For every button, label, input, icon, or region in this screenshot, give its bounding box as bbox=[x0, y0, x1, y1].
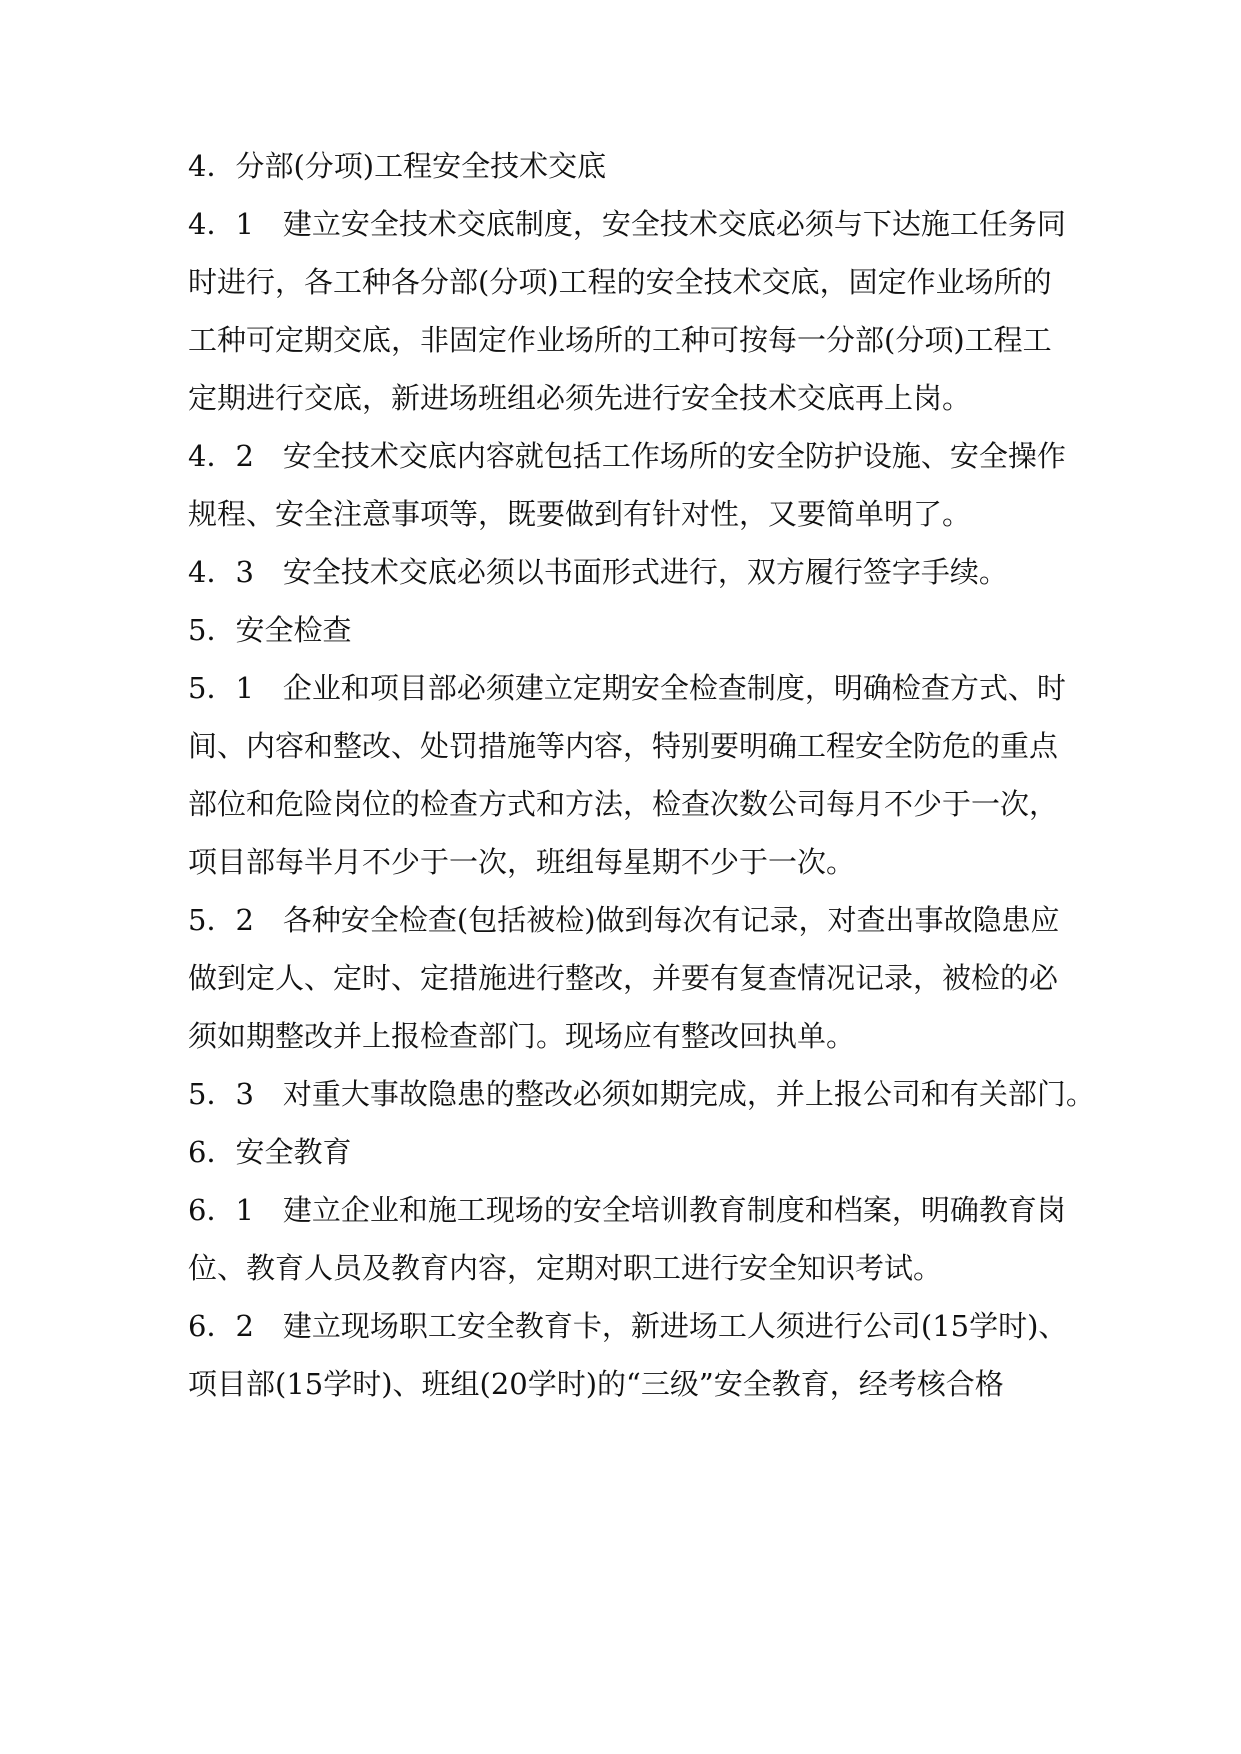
section-heading-6: 6．安全教育 bbox=[188, 1135, 352, 1169]
paragraph-line: 4．1 建立安全技术交底制度，安全技术交底必须与下达施工任务同 bbox=[188, 207, 1066, 241]
paragraph-line: 规程、安全注意事项等，既要做到有针对性，又要简单明了。 bbox=[188, 497, 972, 531]
paragraph-line: 项目部(15学时)、班组(20学时)的“三级”安全教育，经考核合格 bbox=[188, 1367, 1004, 1401]
paragraph-line: 工种可定期交底，非固定作业场所的工种可按每一分部(分项)工程工 bbox=[188, 323, 1052, 357]
paragraph-line: 4．3 安全技术交底必须以书面形式进行，双方履行签字手续。 bbox=[188, 555, 1008, 589]
paragraph-line: 5．3 对重大事故隐患的整改必须如期完成，并上报公司和有关部门。 bbox=[188, 1077, 1095, 1111]
paragraph-line: 5．2 各种安全检查(包括被检)做到每次有记录，对查出事故隐患应 bbox=[188, 903, 1060, 937]
paragraph-line: 项目部每半月不少于一次，班组每星期不少于一次。 bbox=[188, 845, 856, 879]
section-heading-4: 4．分部(分项)工程安全技术交底 bbox=[188, 149, 607, 183]
paragraph-line: 5．1 企业和项目部必须建立定期安全检查制度，明确检查方式、时 bbox=[188, 671, 1066, 705]
paragraph-line: 部位和危险岗位的检查方式和方法，检查次数公司每月不少于一次， bbox=[188, 787, 1059, 821]
paragraph-line: 4．2 安全技术交底内容就包括工作场所的安全防护设施、安全操作 bbox=[188, 439, 1066, 473]
paragraph-line: 须如期整改并上报检查部门。现场应有整改回执单。 bbox=[188, 1019, 856, 1053]
paragraph-line: 6．1 建立企业和施工现场的安全培训教育制度和档案，明确教育岗 bbox=[188, 1193, 1066, 1227]
paragraph-line: 定期进行交底，新进场班组必须先进行安全技术交底再上岗。 bbox=[188, 381, 972, 415]
paragraph-line: 间、内容和整改、处罚措施等内容，特别要明确工程安全防危的重点 bbox=[188, 729, 1059, 763]
paragraph-line: 时进行，各工种各分部(分项)工程的安全技术交底，固定作业场所的 bbox=[188, 265, 1052, 299]
paragraph-line: 6．2 建立现场职工安全教育卡，新进场工人须进行公司(15学时)、 bbox=[188, 1309, 1068, 1343]
paragraph-line: 做到定人、定时、定措施进行整改，并要有复查情况记录，被检的必 bbox=[188, 961, 1059, 995]
paragraph-line: 位、教育人员及教育内容，定期对职工进行安全知识考试。 bbox=[188, 1251, 943, 1285]
section-heading-5: 5．安全检查 bbox=[188, 613, 352, 647]
